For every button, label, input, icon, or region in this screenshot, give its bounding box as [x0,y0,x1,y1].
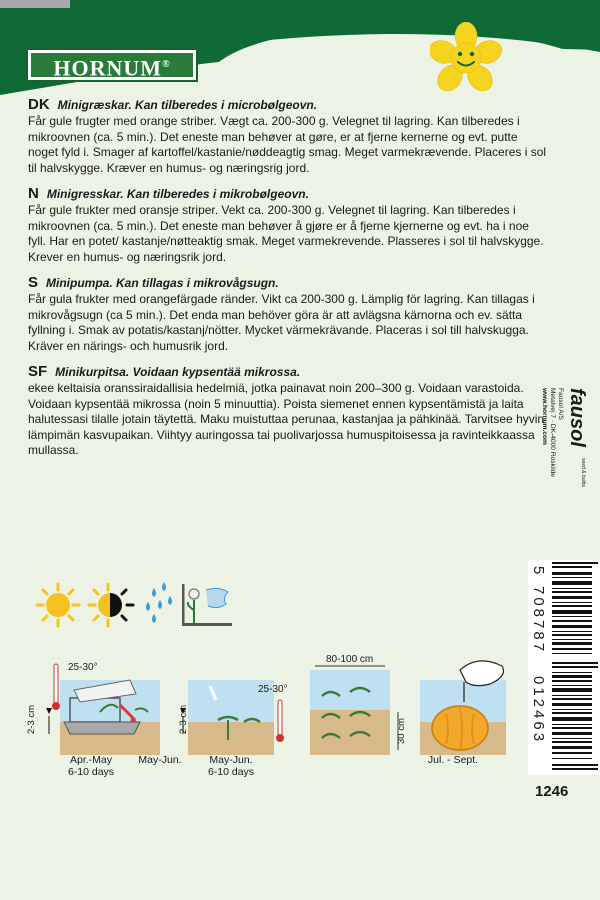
temperature-label: 25-30° [68,662,98,673]
lang-block-sf [28,363,548,459]
product-number: 1246 [535,783,569,800]
lang-body: Får gule frugter med orange striber. Vægt ca. 200-300 g. Velegnet til lagring. Kan tilberedes i mikroovnen (ca. 5 min.). Det eneste man behøver at gøre, er at fjerne kernerne og evt. putte noget fyld i. Smager af kartoffel/kastanie/nøddeagtig smag. Meget varmekrævende. Placeres i sol til halvskygge. Kræver en humus- og næringsrig jord. [28,114,547,175]
lang-heading: Minipumpa. Kan tillagas i mikrovågsugn. [46,276,279,290]
temperature-label: 25-30° [258,684,288,695]
lang-code: DK [28,96,50,113]
planting-period-label: May-Jun. 6-10 days [207,754,255,778]
lang-block-n [28,185,548,265]
growing-condition-icons [34,580,244,630]
lang-code: N [28,185,39,202]
hornum-logo: HORNUM® [26,48,198,82]
lang-block-dk [28,96,548,176]
sowing-period-label: Apr.-May 6-10 days [67,754,115,778]
barcode [528,560,600,775]
spacing-label: 80-100 cm [326,654,374,665]
fausol-tagline: seed & bulbs [580,458,586,487]
depth-label: 2-3 cm [26,704,37,734]
description-content [28,96,548,468]
transplant-period-label: May-Jun. [138,754,182,766]
half-shade-icon [89,584,133,626]
lang-code: SF [28,363,48,380]
step-spacing [310,666,398,755]
lang-code: S [28,274,39,291]
lang-body: ekee keltaisia oranssiraidallisia hedelmiä, jotka painavat noin 200–300 g. Voidaan varastoida. Voidaan kypsentää mikrossa (noin 5 minuuttia). Poista siemenet ennen kypsentämistä ja laita halutessasi tilalle jotain täytettä. Maku muistuttaa perunaa, kastanjaa ja pähkinää. Tarvitsee hyvin lämpimän kasvupaikan. Viihtyy auringossa tai puolivarjossa humuspitoisessa ja ravinteikkaassa mullassa. [28,381,545,457]
growing-steps-illustration [40,650,530,770]
flower-icon [430,22,502,94]
water-drops-icon [146,582,172,623]
lang-heading: Minikurpitsa. Voidaan kypsentää mikrossa. [55,365,301,379]
lang-body: Får gula frukter med orangefärgade ränder. Vikt ca 200-300 g. Lämplig för lagring. Kan tillagas i mikrovågsugn (ca 5 min.). Det enda man behöver göra är att avlägsna kärnorna och ev. sätta fyllning i. Smak av potatis/kastanj/nötter. Mycket värmekrävande. Placeras i sol till halvskugga. Kräver en närings- och humusrik jord. [28,292,535,353]
barcode-bars [552,562,598,772]
fausol-logo: fausol [566,388,588,447]
company-address: Fausol A/S Metalvej 7 · DK-4000 Roskilde www.hornum.com [541,388,564,478]
lang-block-s [28,274,548,354]
depth-label: 2-3 cm [178,704,189,734]
wind-shelter-icon [182,584,232,626]
step-harvest [420,661,506,755]
harvest-period-label: Jul. - Sept. [427,754,479,766]
lang-body: Får gule frukter med oransje striper. Vekt ca. 200-300 g. Velegnet til lagring. Kan tilberedes i mikroovnen (ca. 5 min.). Det eneste man behøver å gjøre er å fjerne kjernerne og evt. ha i noe fyll. Har en potet/ kastanje/nøtteaktig smak. Meget varmekrevende. Plasseres i sol til halvskygge. Krever en humus- og næringsrik jord. [28,203,544,264]
row-spacing-label: 30 cm [396,718,407,744]
step-sowing-indoors [46,664,160,755]
barcode-digits: 5 708787 012463 [530,566,547,745]
lang-heading: Minigresskar. Kan tilberedes i mikrobølgeovn. [46,187,309,201]
side-brand [541,388,588,578]
full-sun-icon [37,584,79,626]
lang-heading: Minigræskar. Kan tilberedes i microbølgeovn. [57,98,318,112]
